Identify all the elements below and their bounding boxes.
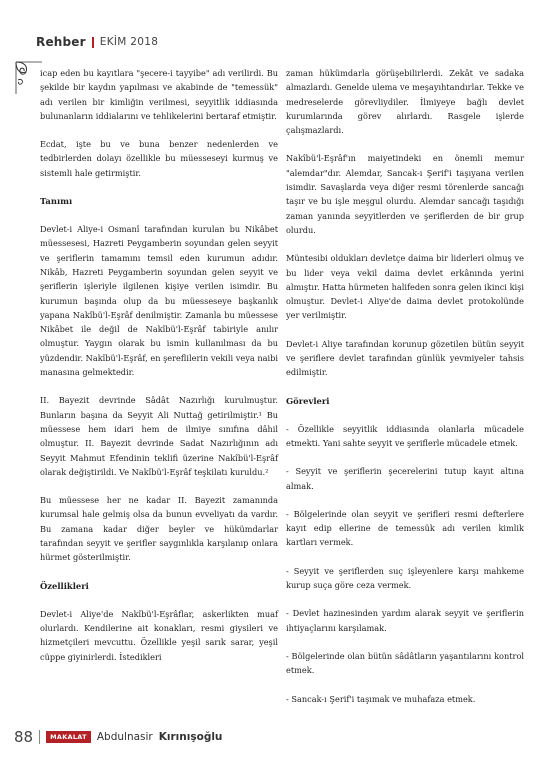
paragraph: icap eden bu kayıtlara "şecere-i tayyibe" adı verilirdi. Bu şekilde bir kaydın yapılması ve akabinde de "temessük" adı verilen bir kimliğin verilmesi, seyyitlik iddiasında bulunanların iddialarını ve tehlikelerini bertaraf etmiştir. — [40, 68, 278, 121]
list-item: - Bölgelerinde olan bütün sâdâtların yaşantılarını kontrol etmek. — [286, 650, 524, 676]
paragraph: Ecdat, işte bu ve buna benzer nedenlerden ve tedbirlerden dolayı özellikle bu müesseseyi kurmuş ve sistemli hale getirmiştir. — [40, 139, 278, 178]
paragraph: Müntesibi oldukları devletçe daima bir liderleri olmuş ve bu lider veya vekil daima devlet erkânında yerini almıştır. Hatta hürmeten halifeden sonra gelen ikinci kişi olmuştur. Devlet-i Aliye'de daima devlet protokolünde yer verilmiştir. — [286, 253, 524, 321]
issue-date: EKİM 2018 — [99, 36, 159, 48]
list-item: - Seyyit ve şeriflerin şecerelerini tutup kayıt altına almak. — [286, 466, 524, 491]
section-heading-gorevleri: Görevleri — [286, 395, 330, 406]
section-heading-ozellikleri: Özellikleri — [40, 580, 89, 591]
paragraph: II. Bayezit devrinde Sâdât Nazırlığı kurulmuştur. Bunların başına da Seyyit Ali Nuttağ getirilmiştir.¹ Bu müessese hem idari hem de ilmiye sınıfına dâhil olmuştur. II. Bayezit devrinde Sadat Nazırlığının adı Seyyit Mahmut Efendinin teklifi üzerine Nakîbü'l-Eşrâf olarak değiştirildi. Ve Nakîbü'l-Eşrâf teşkilatı kuruldu.² — [40, 395, 278, 477]
page-header — [36, 35, 158, 49]
author-last-name: Kırınışoğlu — [158, 731, 223, 743]
left-column — [40, 66, 278, 678]
magazine-brand: Rehber — [36, 35, 86, 49]
author-first-name: Abdulnasir — [96, 731, 153, 743]
list-item: - Devlet hazinesinden yardım alarak seyyit ve şeriflerin ihtiyaçlarını karşılamak. — [286, 608, 524, 633]
section-tag: MAKALAT — [46, 731, 91, 743]
header-divider — [92, 37, 94, 48]
paragraph: Bu müessese her ne kadar II. Bayezit zamanında kurumsal hale gelmiş olsa da bunun evveliyatı da vardır. Bu zamana kadar diğer beyler ve hükümdarlar tarafından seyyit ve şerifler saygınlıkla karşılanıp onlara hürmet gösterilmiştir. — [40, 495, 278, 563]
paragraph: Devlet-i Aliye-i Osmanî tarafından kurulan bu Nikâbet müessesesi, Hazreti Peygamberin soyundan gelen seyyit ve şeriflerin tamamını temsil eden kurumun adıdır. Nikâb, Hazreti Peygamberin soyundan gelen seyyit ve şeriflerin işleriyle ilgilenen kişiye verilen isimdir. Bu kurumun başında olup da bu müesseseye başkanlık yapana Nakîbü'l-Eşrâf denilmiştir. Zamanla bu müessese Nikâbet ile değil de Nakîbü'l-Eşrâf tabiriyle anılır olmuştur. Yaygın olarak bu ismin kullanılması da bu yüzdendir. Nakîbü'l-Eşrâf, en şereflilerin vekili veya naibi manasına gelmektedir. — [40, 224, 278, 378]
page-number: 88 — [14, 728, 34, 746]
list-item: - Sancak-ı Şerif'i taşımak ve muhafaza etmek. — [286, 693, 476, 704]
footer-divider — [39, 730, 40, 744]
paragraph: Devlet-i Aliye tarafından korunup gözetilen bütün seyyit ve şeriflere devlet tarafından günlük yevmiyeler tahsis edilmiştir. — [286, 338, 524, 378]
list-item: - Özellikle seyyitlik iddiasında olanlarla mücadele etmekti. Yani sahte seyyit ve şeriflerle mücadele etmek. — [286, 423, 524, 448]
list-item: - Seyyit ve şeriflerden suç işleyenlere karşı mahkeme kurup suça göre ceza vermek. — [286, 565, 524, 591]
right-column — [286, 66, 524, 720]
section-heading-tanimi: Tanımı — [40, 196, 73, 207]
paragraph: Devlet-i Aliye'de Nakîbü'l-Eşrâflar, askerlikten muaf olurlardı. Kendilerine ait konakları, resmi giysileri ve hizmetçileri mevcuttu. Özellikle yeşil sarık sarar, yeşil cüppe giyinirlerdi. İstedikleri — [40, 608, 278, 662]
list-item: - Bölgelerinde olan seyyit ve şerifleri resmi defterlere kayıt edip ellerine de temessük adı verilen kimlik kartları vermek. — [286, 508, 524, 548]
paragraph: zaman hükümdarla görüşebilirlerdi. Zekât ve sadaka almazlardı. Genelde ulema ve meşayıhtandırlar. Tekke ve medreselerde görevliydiler. İlmiyeye bağlı devlet kurumlarında görev alırlardı. Rasgele işlerde çalışmazlardı. — [286, 68, 524, 136]
paragraph: Nakîbü'l-Eşrâf'ın maiyetindeki en önemli memur "alemdar"dır. Alemdar, Sancak-ı Şerif'i taşıyana verilen isimdir. Savaşlarda veya diğer resmi törenlerde sancağı taşır ve bu işle meşgul olurdu. Alemdar sancağı taşıdığı zaman yanında seyyitlerden ve şeriflerden de bir grup olurdu. — [286, 153, 524, 235]
page-footer — [14, 728, 222, 746]
